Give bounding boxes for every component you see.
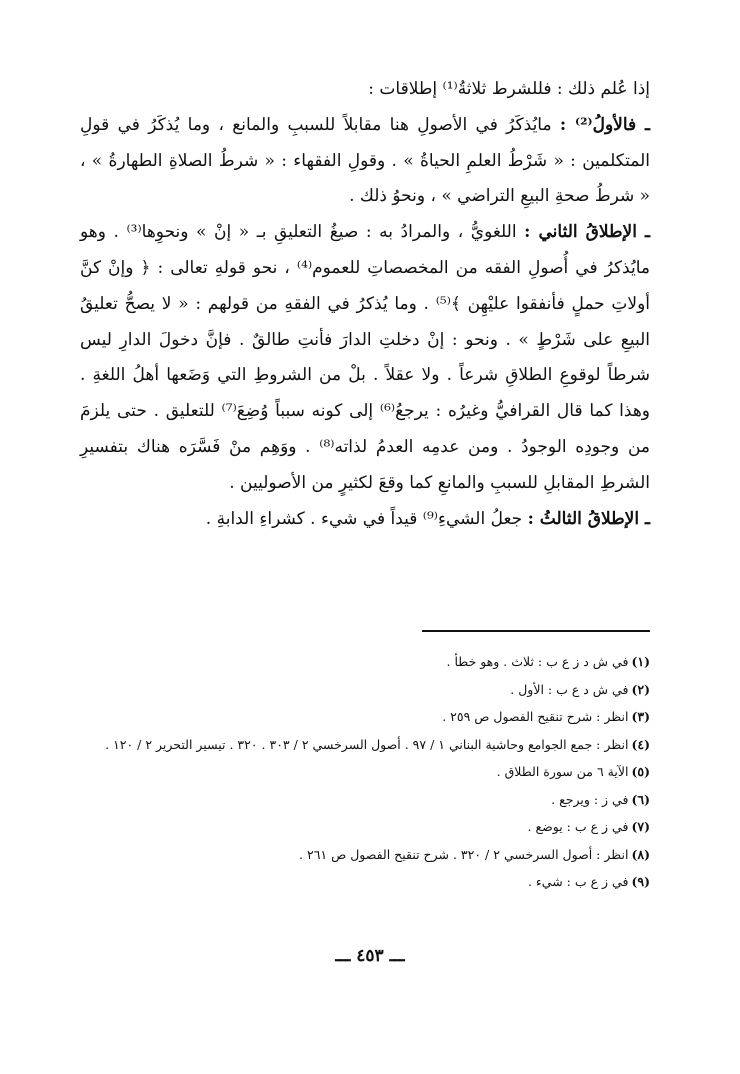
intro-paragraph: إذا عُلم ذلك : فللشرط ثلاثةُ⁽¹⁾ إطلاقات :	[368, 79, 650, 99]
page-number: ـــ ٤٥٣ ـــ	[335, 946, 405, 966]
footnote-text: انظر : أصول السرخسي ٢ / ٣٢٠ . شرح تنقيح الفصول ص ٢٦١ .	[299, 846, 629, 862]
footnote-text: في ش د ع ب : الأول .	[510, 681, 629, 697]
footnotes	[10, 648, 650, 896]
footnote-number: (٣)	[631, 709, 650, 724]
second-meaning-heading: ـ الإطلاقُ الثاني :	[524, 222, 650, 243]
footnote-text: الآية ٦ من سورة الطلاق .	[496, 764, 629, 779]
second-meaning-paragraph	[80, 215, 650, 501]
first-meaning-heading: ـ فالأولُ⁽²⁾ :	[559, 114, 650, 135]
footnote-number: (٤)	[631, 736, 650, 752]
footnote-number: (٧)	[631, 819, 650, 834]
footnote-6	[10, 786, 650, 814]
footnote-1	[10, 648, 650, 676]
footnote-number: (١)	[631, 654, 650, 669]
footnote-number: (٩)	[631, 874, 650, 889]
footnote-7	[10, 813, 650, 841]
second-meaning-text: اللغويُّ ، والمرادُ به : صيغُ التعليقِ بـ « إنْ » ونحوِها⁽³⁾ . وهو مايُذكرُ في أُصولِ الفقه من المخصصاتِ للعموم⁽⁴⁾ ، نحو قولهِ تعالى : ﴿ وإنْ كنَّ أولاتِ حملٍ فأنفقوا عليْهِن ﴾⁽⁵⁾ . وما يُذكرُ في الفقهِ من قولهم : « لا يصحُّ تعليقُ البيعِ على شَرْطٍ » . ونحو : إنْ دخلتِ الدارَ فأنتِ طالقٌ . فإنَّ دخولَ الدارِ ليس شرطاً لوقوعِ الطلاقِ شرعاً . ولا عقلاً . بلْ من الشروطِ التي وَضَعها أهلُ اللغةِ . وهذا كما قال القرافيُّ وغيرُه : يرجعُ⁽⁶⁾ إلى كونه سبباً وُضِعَ⁽⁷⁾ للتعليق . حتى يلزمَ من وجودِه الوجودُ . ومن عدمِه العدمُ لذاته⁽⁸⁾ . ووَهِم منْ فَسَّرَه هناك بتفسيرِ الشرطِ المقابلِ للسببِ والمانعِ كما وقعَ لكثيرٍ من الأصوليين .	[80, 222, 651, 493]
footnote-number: (٦)	[631, 791, 650, 807]
footnote-number: (٥)	[631, 764, 650, 779]
third-meaning-paragraph	[80, 502, 650, 538]
third-meaning-text: جعلُ الشيءِ⁽⁹⁾ قيداً في شيء . كشراءِ الدابةِ .	[205, 508, 528, 529]
footnote-number: (٢)	[631, 681, 650, 697]
main-text	[80, 72, 650, 537]
footnote-text: في ز ع ب : شيء .	[527, 874, 629, 889]
footnote-divider	[422, 630, 650, 632]
footnote-4	[10, 731, 650, 759]
footnote-number: (٨)	[631, 846, 650, 862]
footnote-5	[10, 758, 650, 786]
footnote-text: في ز : ويرجع .	[551, 791, 629, 807]
first-meaning-text: مايُذكَرُ في الأصولِ هنا مقابلاً للسببِ والمانع ، وما يُذكَرُ في قولِ المتكلمين : « شَرْطُ العلمِ الحياةُ » . وقولِ الفقهاء : « شرطُ الصلاةِ الطهارةُ » ، « شرطُ صحةِ البيعِ التراضي » ، ونحوُ ذلك .	[80, 114, 650, 207]
footnote-9	[10, 868, 650, 896]
footnote-8	[10, 841, 650, 869]
footnote-text: انظر : جمع الجوامع وحاشية البناني ١ / ٩٧ . أصول السرخسي ٢ / ٣٠٣ . ٣٢٠ . تيسير التحرير ٢ / ١٢٠ .	[105, 736, 629, 752]
third-meaning-heading: ـ الإطلاقُ الثالثُ :	[527, 508, 650, 529]
first-meaning-paragraph	[80, 108, 650, 215]
footnote-2	[10, 676, 650, 704]
footnote-3	[10, 703, 650, 731]
footnote-text: في ز ع ب : يوضع .	[527, 819, 629, 834]
footnote-text: انظر : شرح تنقيح الفصول ص ٢٥٩ .	[442, 709, 629, 724]
footnote-text: في ش د ز ع ب : ثلاث . وهو خطأ .	[446, 654, 629, 669]
